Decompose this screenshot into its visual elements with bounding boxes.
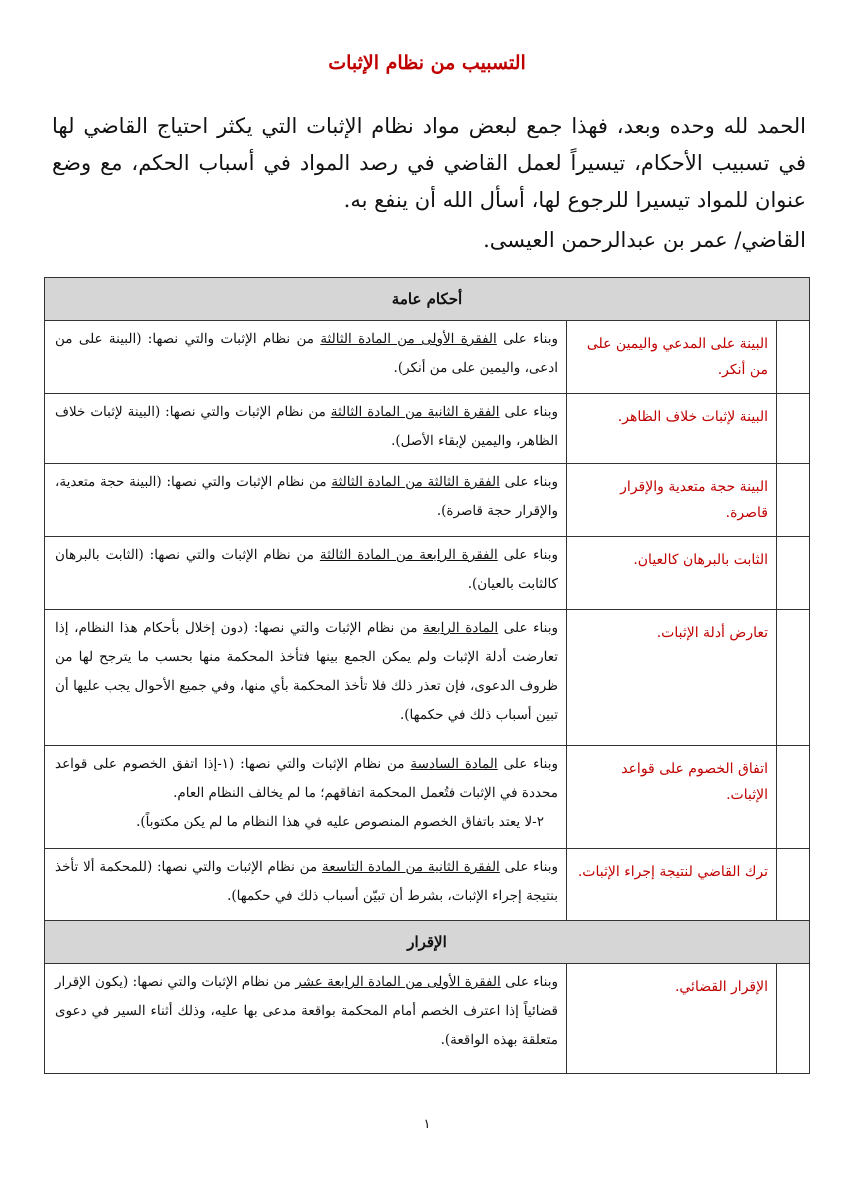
page-number: ١ xyxy=(423,1117,431,1132)
text-body: من نظام الإثبات والتي نصها: (للمحكمة ألا تأخذ بنتيجة إجراء الإثبات، بشرط أن تبيّن أسباب ذلك في حكمها). xyxy=(55,859,558,904)
table-row xyxy=(45,610,810,746)
row-topic: البينة لإثبات خلاف الظاهر. xyxy=(567,394,777,464)
row-number-cell xyxy=(777,964,810,1074)
text-body: من نظام الإثبات والتي نصها: (الثابت بالبرهان كالثابت بالعيان). xyxy=(55,547,558,592)
text-prefix: وبناء على xyxy=(499,859,558,875)
row-topic: الإقرار القضائي. xyxy=(567,964,777,1074)
row-text xyxy=(45,964,567,1074)
table-row xyxy=(45,537,810,610)
rulings-table xyxy=(44,277,810,1074)
article-reference: المادة السادسة xyxy=(410,756,498,772)
article-reference: الفقرة الرابعة من المادة الثالثة xyxy=(319,547,498,563)
row-topic: اتفاق الخصوم على قواعد الإثبات. xyxy=(567,746,777,849)
article-reference: المادة الرابعة xyxy=(423,620,499,636)
text-body: من نظام الإثبات والتي نصها: (البينة على من ادعى، واليمين على من أنكر). xyxy=(55,331,558,376)
document-title: التسبيب من نظام الإثبات xyxy=(328,52,526,74)
row-number-cell xyxy=(777,321,810,394)
row-number-cell xyxy=(777,746,810,849)
text-body: من نظام الإثبات والتي نصها: (البينة لإثبات خلاف الظاهر، واليمين لإبقاء الأصل). xyxy=(55,404,558,449)
row-number-cell xyxy=(777,464,810,537)
text-body: من نظام الإثبات والتي نصها: (دون إخلال بأحكام هذا النظام، إذا تعارضت أدلة الإثبات ولم يمكن الجمع بينها فتأخذ المحكمة منها بحسب ما يترجح لها من ظروف الدعوى، فإن تعذر ذلك فلا تأخذ المحكمة بأي منها، وفي جميع الأحوال يجب عليها أن تبين أسباب ذلك في حكمها). xyxy=(55,620,558,723)
text-body: من نظام الإثبات والتي نصها: (البينة حجة متعدية، والإقرار حجة قاصرة). xyxy=(55,474,558,519)
table-row xyxy=(45,394,810,464)
article-reference: الفقرة الثانية من المادة التاسعة xyxy=(321,859,500,875)
row-text xyxy=(45,464,567,537)
text-prefix: وبناء على xyxy=(499,474,559,490)
text-prefix: وبناء على xyxy=(499,404,559,420)
text-extra: ٢-لا يعتد باتفاق الخصوم المنصوص عليه في هذا النظام ما لم يكن مكتوباً). xyxy=(136,814,544,830)
row-text xyxy=(45,849,567,921)
row-number-cell xyxy=(777,394,810,464)
row-text xyxy=(45,537,567,610)
text-prefix: وبناء على xyxy=(497,756,558,772)
table-row xyxy=(45,964,810,1074)
intro-paragraph: الحمد لله وحده وبعد، فهذا جمع لبعض مواد نظام الإثبات التي يكثر احتياج القاضي لها في تسبيب الأحكام، تيسيراً لعمل القاضي في رصد المواد في أسباب الحكم، مع وضع عنوان للمواد تيسيرا للرجوع لها، أسأل الله أن ينفع به. xyxy=(52,114,806,212)
row-text xyxy=(45,746,567,849)
row-topic: ترك القاضي لنتيجة إجراء الإثبات. xyxy=(567,849,777,921)
section-heading: الإقرار xyxy=(45,921,810,964)
table-row xyxy=(45,321,810,394)
author-line: القاضي/ عمر بن عبدالرحمن العيسى. xyxy=(483,228,806,252)
table-row xyxy=(45,746,810,849)
article-reference: الفقرة الثانية من المادة الثالثة xyxy=(330,404,500,420)
row-topic: تعارض أدلة الإثبات. xyxy=(567,610,777,746)
row-topic: البينة على المدعي واليمين على من أنكر. xyxy=(567,321,777,394)
article-reference: الفقرة الأولى من المادة الرابعة عشر xyxy=(295,974,501,990)
section-heading: أحكام عامة xyxy=(45,278,810,321)
article-reference: الفقرة الأولى من المادة الثالثة xyxy=(320,331,497,347)
row-number-cell xyxy=(777,610,810,746)
text-prefix: وبناء على xyxy=(498,620,558,636)
row-topic: البينة حجة متعدية والإقرار قاصرة. xyxy=(567,464,777,537)
article-reference: الفقرة الثالثة من المادة الثالثة xyxy=(331,474,500,490)
section-header-row xyxy=(45,921,810,964)
text-prefix: وبناء على xyxy=(496,331,558,347)
row-topic: الثابت بالبرهان كالعيان. xyxy=(567,537,777,610)
row-number-cell xyxy=(777,849,810,921)
text-body: من نظام الإثبات والتي نصها: (١-إذا اتفق الخصوم على قواعد محددة في الإثبات فتُعمل المحكمة اتفاقهم؛ ما لم يخالف النظام العام. xyxy=(55,756,558,801)
row-text xyxy=(45,394,567,464)
row-number-cell xyxy=(777,537,810,610)
text-prefix: وبناء على xyxy=(497,547,558,563)
row-text xyxy=(45,610,567,746)
table-row xyxy=(45,849,810,921)
section-header-row xyxy=(45,278,810,321)
text-body: من نظام الإثبات والتي نصها: (يكون الإقرار قضائياً إذا اعترف الخصم أمام المحكمة بواقعة مدعى بها عليه، وذلك أثناء السير في دعوى متعلقة بهذه الواقعة). xyxy=(55,974,558,1048)
row-text xyxy=(45,321,567,394)
text-prefix: وبناء على xyxy=(500,974,559,990)
table-row xyxy=(45,464,810,537)
